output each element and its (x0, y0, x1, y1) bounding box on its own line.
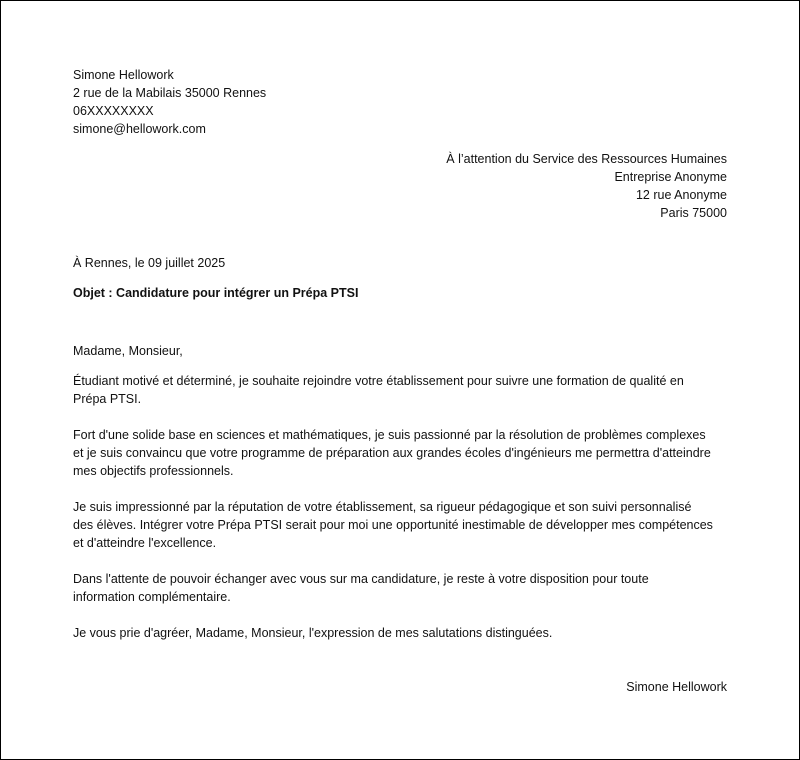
paragraph-line: mes objectifs professionnels. (73, 464, 234, 478)
paragraph-line: et d'atteindre l'excellence. (73, 536, 217, 550)
paragraph (73, 624, 729, 642)
paragraph (73, 372, 729, 408)
paragraph-line: Prépa PTSI. (73, 392, 142, 406)
recipient-street: 12 rue Anonyme (635, 188, 727, 202)
sender-phone: 06XXXXXXXX (73, 104, 154, 118)
paragraph-line: Étudiant motivé et déterminé, je souhaite rejoindre votre établissement pour suivre une formation de qualité en (73, 374, 684, 388)
recipient-city: Paris 75000 (660, 206, 727, 220)
sender-address: 2 rue de la Mabilais 35000 Rennes (73, 86, 267, 100)
recipient-company: Entreprise Anonyme (614, 170, 727, 184)
paragraph (73, 426, 729, 480)
sender-block (73, 66, 266, 138)
subject-line: Objet : Candidature pour intégrer un Prépa PTSI (73, 286, 359, 300)
sender-name: Simone Hellowork (73, 68, 174, 82)
paragraph (73, 498, 729, 552)
signature: Simone Hellowork (626, 680, 727, 694)
letter-body (73, 372, 729, 660)
paragraph-line: Je suis impressionné par la réputation de votre établissement, sa rigueur pédagogique et son suivi personnalisé (73, 500, 692, 514)
paragraph-line: Fort d'une solide base en sciences et mathématiques, je suis passionné par la résolution de problèmes complexes (73, 428, 706, 442)
paragraph (73, 570, 729, 606)
salutation: Madame, Monsieur, (73, 344, 183, 358)
paragraph-line: information complémentaire. (73, 590, 231, 604)
paragraph-line: Je vous prie d'agréer, Madame, Monsieur, l'expression de mes salutations distinguées. (73, 626, 553, 640)
recipient-block (446, 150, 727, 222)
recipient-attention: À l’attention du Service des Ressources Humaines (446, 152, 727, 166)
paragraph-line: des élèves. Intégrer votre Prépa PTSI serait pour moi une opportunité inestimable de développer mes compétences (73, 518, 713, 532)
paragraph-line: et je suis convaincu que votre programme de préparation aux grandes écoles d'ingénieurs me permettra d'atteindre (73, 446, 711, 460)
paragraph-line: Dans l'attente de pouvoir échanger avec vous sur ma candidature, je reste à votre disposition pour toute (73, 572, 649, 586)
date-line: À Rennes, le 09 juillet 2025 (73, 256, 226, 270)
sender-email: simone@hellowork.com (73, 122, 206, 136)
